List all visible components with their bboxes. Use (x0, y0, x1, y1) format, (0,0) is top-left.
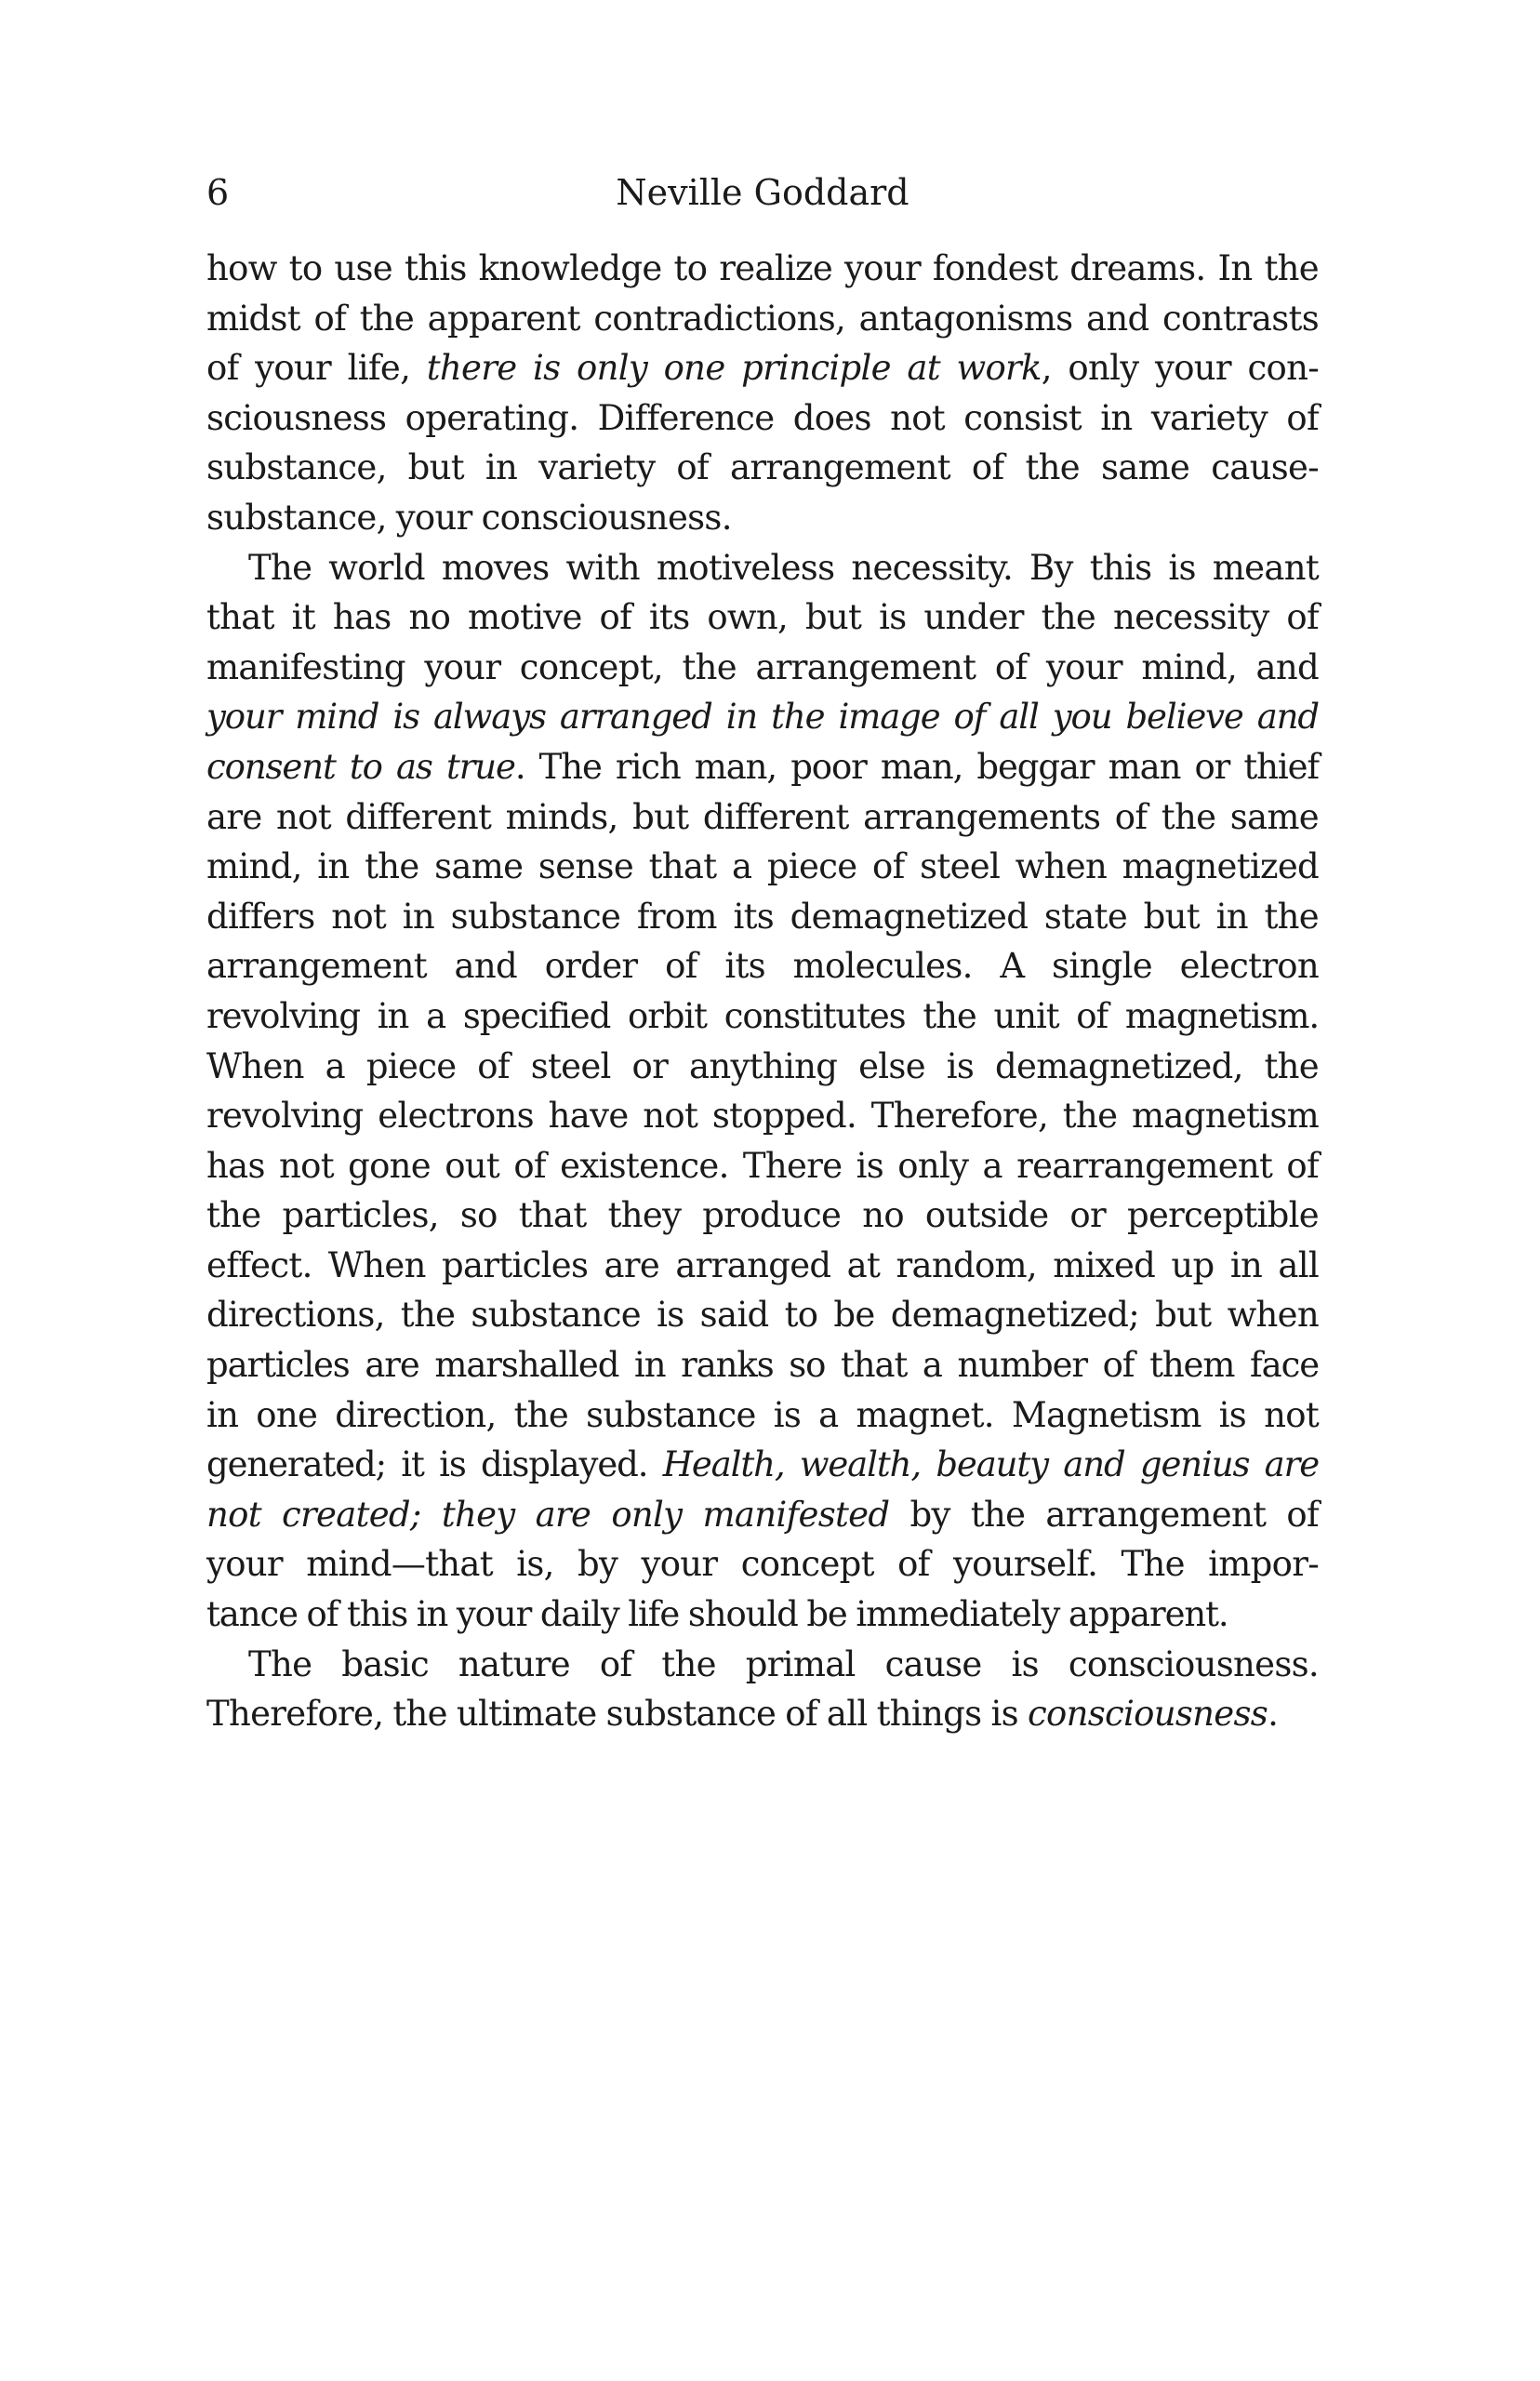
body-text (206, 244, 1319, 1739)
text-line: differs not in substance from its demagnetized state but in the (206, 896, 1319, 937)
paragraph-3 (206, 1640, 1319, 1739)
text-line: generated; it is displayed. Health, wealth, beauty and genius are (206, 1444, 1320, 1485)
text-line (206, 692, 1319, 742)
emphasis: there is only one principle at work (426, 348, 1042, 389)
text-line: in one direction, the substance is a magnet. Magnetism is not (206, 1394, 1319, 1435)
page-number: 6 (206, 172, 230, 213)
text-line: your mind—that is, by your concept of yourself. The impor- (206, 1544, 1319, 1585)
paragraph-2 (206, 543, 1319, 1640)
text-line: The world moves with motiveless necessity. By this is meant (248, 547, 1319, 588)
emphasis: consent to as true (206, 746, 515, 787)
text-line: sciousness operating. Difference does not consist in variety of (206, 397, 1319, 438)
running-head (206, 167, 1319, 218)
emphasis: not created; they are only manifested (206, 1494, 890, 1535)
text-line: how to use this knowledge to realize your fondest dreams. In the (206, 248, 1319, 288)
text-line: effect. When particles are arranged at random, mixed up in all (206, 1244, 1319, 1285)
text-line: mind, in the same sense that a piece of steel when magnetized (206, 846, 1319, 887)
text-line: directions, the substance is said to be demagnetized; but when (206, 1295, 1319, 1336)
text-line: manifesting your concept, the arrangement of your mind, and (206, 646, 1319, 687)
text-line: substance, your consciousness. (206, 497, 732, 538)
emphasis: Health, wealth, beauty and genius are (662, 1444, 1320, 1485)
text-line: When a piece of steel or anything else is demagnetized, the (206, 1045, 1319, 1086)
text-line: tance of this in your daily life should be immediately apparent. (206, 1594, 1228, 1635)
text-line: particles are marshalled in ranks so that a number of them face (206, 1345, 1319, 1386)
running-head-author: Neville Goddard (616, 172, 909, 213)
text-line: has not gone out of existence. There is only a rearrangement of (206, 1145, 1319, 1186)
text-line: of your life, there is only one principle at work, only your con- (206, 348, 1319, 389)
text-line: revolving electrons have not stopped. Therefore, the magnetism (206, 1096, 1319, 1137)
text-line: midst of the apparent contradictions, antagonisms and contrasts (206, 298, 1319, 339)
text-line: substance, but in variety of arrangement of the same cause- (206, 447, 1319, 488)
text-line: that it has no motive of its own, but is under the necessity of (206, 597, 1319, 638)
text-line: are not different minds, but different arrangements of the same (206, 796, 1319, 837)
text-line: consent to as true. The rich man, poor man, beggar man or thief (206, 746, 1319, 787)
emphasis: consciousness (1027, 1694, 1268, 1735)
paragraph-1 (206, 244, 1319, 543)
text-line: arrangement and order of its molecules. A single electron (206, 946, 1319, 987)
emphasis: your mind is always arranged in the image of all you believe and (206, 697, 1319, 738)
text-line: revolving in a specified orbit constitutes the unit of magnetism. (206, 995, 1319, 1036)
text-line: the particles, so that they produce no outside or perceptible (206, 1195, 1319, 1236)
text-line: Therefore, the ultimate substance of all things is consciousness. (206, 1694, 1279, 1735)
text-line: The basic nature of the primal cause is consciousness. (248, 1643, 1319, 1684)
text-line: not created; they are only manifested by the arrangement of (206, 1494, 1319, 1535)
